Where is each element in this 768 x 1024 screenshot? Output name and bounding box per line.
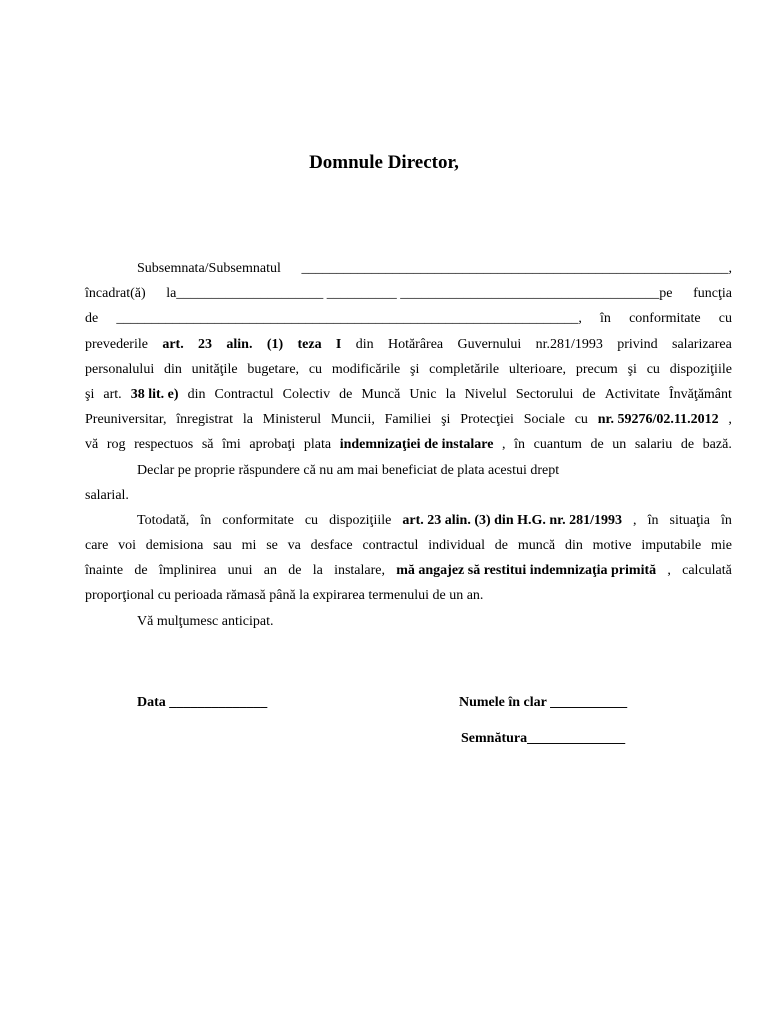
text-word: , [633, 512, 637, 528]
text-word: să [201, 437, 214, 453]
text-word: Hotărârea [387, 336, 444, 352]
text-word: Protecţiei [460, 412, 514, 428]
text-word: la [445, 386, 456, 402]
text-word: în [647, 512, 659, 528]
text-line [85, 432, 732, 457]
text-word: şi [627, 361, 637, 377]
text-line [85, 256, 732, 281]
text-line [85, 306, 732, 331]
text-word: cu [574, 412, 588, 428]
text-word: situaţia [669, 512, 710, 528]
text-word: Totodată, [137, 512, 190, 528]
text-word: voi [118, 538, 136, 554]
text-word: dispoziţiile [669, 361, 732, 377]
text-word: cuantum [533, 437, 582, 453]
text-word: proporţional cu perioada rămasă până la expirarea termenului de un an. [85, 588, 484, 604]
text-word: de [85, 311, 99, 327]
request-body [85, 256, 732, 634]
text-word: modificările [331, 361, 401, 377]
text-word: cu [718, 311, 732, 327]
text-word: în [200, 512, 212, 528]
printed-name-field-label: Numele în clar ___________ [459, 695, 628, 710]
text-word: de [590, 437, 604, 453]
text-word: bază. [702, 437, 732, 453]
text-word: imputabile [641, 538, 702, 554]
text-word: conformitate [222, 512, 294, 528]
text-word: __________________________________________________________________, [116, 311, 582, 327]
text-word: , [667, 563, 671, 579]
text-word: instalare, [334, 563, 385, 579]
text-word: prevederile [85, 336, 148, 352]
text-word: art. 23 alin. (3) din H.G. nr. 281/1993 [402, 512, 622, 528]
text-word: Sociale [523, 412, 565, 428]
text-word: precum [575, 361, 618, 377]
text-word: Ministerul [262, 412, 322, 428]
text-word: privind [617, 336, 658, 352]
document-title: Domnule Director, [309, 152, 459, 173]
text-word: aprobaţi [249, 437, 296, 453]
text-word: un [612, 437, 627, 453]
text-word: salariu [634, 437, 673, 453]
text-word: muncă [517, 538, 556, 554]
text-word: plata [303, 437, 332, 453]
text-word: individual [428, 538, 485, 554]
text-word: de [134, 563, 148, 579]
text-word: Activitate [604, 386, 660, 402]
text-word: an [263, 563, 277, 579]
text-word: unităţile [191, 361, 238, 377]
text-word: bugetare, [247, 361, 300, 377]
text-word: cu [308, 361, 323, 377]
text-word: la [312, 563, 323, 579]
signature-field-label: Semnătura______________ [461, 731, 626, 746]
text-word: dispoziţiile [329, 512, 392, 528]
text-word: şi [441, 412, 451, 428]
text-word: din [164, 361, 182, 377]
text-word: Declar pe proprie răspundere că nu am mai beneficiat de plata acestui drept [137, 462, 560, 478]
text-line [85, 483, 732, 508]
text-word: de [680, 437, 695, 453]
text-word: 38 lit. e) [130, 386, 179, 402]
text-line [85, 583, 732, 608]
text-word: Nivelul [464, 386, 507, 402]
text-line [85, 558, 732, 583]
text-word: Vă mulţumesc anticipat. [137, 613, 274, 629]
text-word: înregistrat [176, 412, 234, 428]
text-line [85, 281, 732, 306]
text-word: Colectiv [282, 386, 331, 402]
text-word: personalului [85, 361, 155, 377]
text-word: ulterioare, [508, 361, 567, 377]
text-word: din [355, 336, 374, 352]
text-word: la [242, 412, 253, 428]
text-word: nr. 59276/02.11.2012 [597, 412, 719, 428]
text-word: alin. [226, 336, 253, 352]
text-word: din [187, 386, 206, 402]
text-line [85, 382, 732, 407]
text-word: se [266, 538, 278, 554]
text-word: Contractul [214, 386, 274, 402]
text-word: Învăţământ [668, 386, 732, 402]
text-word: teza [297, 336, 322, 352]
text-word: în [514, 437, 526, 453]
text-word: rog [106, 437, 126, 453]
text-line [85, 332, 732, 357]
text-word: Guvernului [457, 336, 522, 352]
text-line [85, 508, 732, 533]
text-word: , [728, 412, 732, 428]
text-word: de [288, 563, 302, 579]
text-word: nr.281/1993 [535, 336, 603, 352]
text-word: în [721, 512, 732, 528]
text-word: înainte [85, 563, 124, 579]
text-word: _____________________________________________________________, [301, 261, 732, 276]
text-line [85, 407, 732, 432]
text-word: demisiona [145, 538, 204, 554]
text-word: Muncii, [330, 412, 375, 428]
text-word: Familiei [384, 412, 432, 428]
text-word: mie [711, 538, 732, 554]
text-word: şi [410, 361, 420, 377]
text-word: Muncă [361, 386, 401, 402]
text-word: la_____________________ __________ _____________________________________pe [166, 286, 673, 302]
text-word: salarial. [85, 487, 129, 503]
text-word: motive [592, 538, 632, 554]
text-word: contractul [362, 538, 419, 554]
text-word: 23 [198, 336, 213, 352]
text-word: şi [85, 386, 95, 402]
text-word: împlinirea [158, 563, 217, 579]
text-word: de [494, 538, 509, 554]
text-word: Sectorului [515, 386, 574, 402]
text-word: de [339, 386, 353, 402]
text-line [85, 533, 732, 558]
date-field-label: Data ______________ [137, 695, 268, 710]
text-word: vă [85, 437, 99, 453]
text-word: care [85, 538, 109, 554]
text-word: mi [241, 538, 257, 554]
text-word: salarizarea [672, 336, 732, 352]
text-word: Unic [409, 386, 437, 402]
text-word: de [582, 386, 596, 402]
text-word: art. [162, 336, 184, 352]
text-word: va [287, 538, 301, 554]
text-word: în [600, 311, 611, 327]
text-word: completările [429, 361, 500, 377]
text-word: Preuniversitar, [85, 412, 167, 428]
text-word: (1) [266, 336, 284, 352]
text-word: respectuos [134, 437, 194, 453]
text-word: I [335, 336, 342, 352]
text-line [85, 458, 732, 483]
text-word: din [564, 538, 583, 554]
text-word: încadrat(ă) [85, 286, 146, 302]
text-word: , [502, 437, 506, 453]
text-word: Subsemnata/Subsemnatul [137, 261, 281, 276]
text-line [85, 609, 732, 634]
text-word: indemnizaţiei de instalare [339, 437, 494, 453]
text-word: unui [227, 563, 253, 579]
text-word: calculată [682, 563, 732, 579]
text-word: sau [213, 538, 232, 554]
text-word: art. [103, 386, 122, 402]
text-word: desface [310, 538, 353, 554]
text-word: îmi [222, 437, 241, 453]
text-line [85, 357, 732, 382]
text-word: conformitate [629, 311, 701, 327]
text-word: mă angajez să restitui indemnizaţia primită [396, 563, 657, 579]
text-word: cu [304, 512, 319, 528]
text-word: cu [646, 361, 660, 377]
text-word: funcţia [693, 286, 732, 302]
